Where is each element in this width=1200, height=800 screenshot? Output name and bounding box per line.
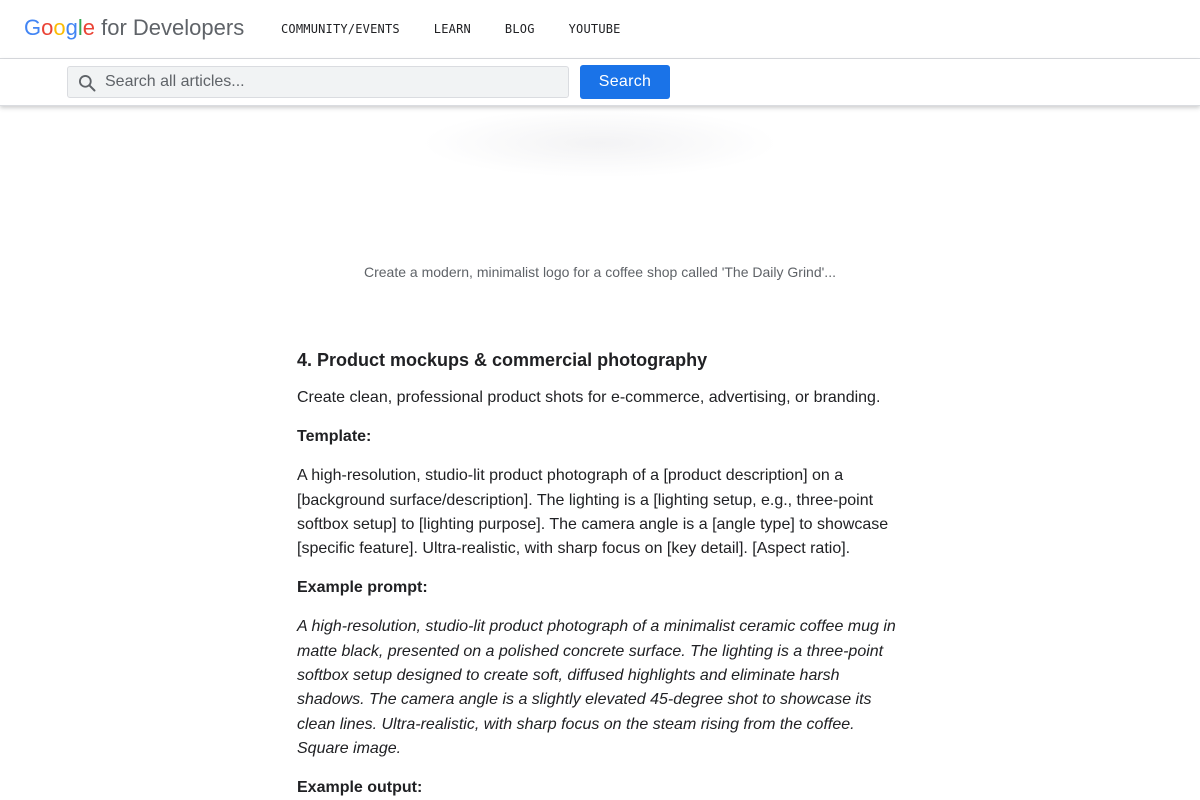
- nav-link-learn[interactable]: LEARN: [433, 22, 471, 36]
- logo-letter: l: [77, 15, 83, 40]
- logo-letter: g: [65, 15, 78, 40]
- google-for-developers-logo[interactable]: [24, 15, 244, 41]
- logo-letter: o: [53, 15, 66, 40]
- logo-letter: o: [41, 15, 54, 40]
- article-body: [297, 348, 907, 800]
- logo-text: for Developers: [95, 15, 245, 40]
- top-app-bar: [0, 0, 1200, 59]
- search-icon: [77, 73, 97, 93]
- article-image: [420, 108, 780, 178]
- example-output-label: Example output:: [297, 779, 423, 797]
- search-button[interactable]: Search: [580, 65, 670, 99]
- search-field-container: [67, 66, 569, 98]
- section-heading: 4. Product mockups & commercial photography: [297, 350, 708, 370]
- example-prompt-label: Example prompt:: [297, 579, 428, 597]
- nav-link-youtube[interactable]: YOUTUBE: [568, 22, 621, 36]
- example-prompt-text: A high-resolution, studio-lit product photograph of a minimalist ceramic coffee mug in matte black, presented on a polished concrete surface. The lighting is a three-point softbox setup designed to create soft, diffused highlights and eliminate harsh shadows. The camera angle is a slightly elevated 45-degree shot to showcase its clean lines. Ultra-realistic, with sharp focus on the steam rising from the coffee. Square image.: [297, 618, 896, 757]
- template-text: A high-resolution, studio-lit product photograph of a [product description] on a [background surface/description]. The lighting is a [lighting setup, e.g., three-point softbox setup] to [lighting purpose]. The camera angle is a [angle type] to showcase [specific feature]. Ultra-realistic, with sharp focus on [key detail]. [Aspect ratio].: [297, 467, 889, 558]
- search-input[interactable]: [105, 67, 560, 97]
- nav-link-blog[interactable]: BLOG: [504, 22, 535, 36]
- logo-letter: G: [24, 15, 42, 40]
- image-caption: Create a modern, minimalist logo for a coffee shop called 'The Daily Grind'...: [364, 264, 836, 280]
- template-label: Template:: [297, 428, 372, 446]
- main-nav: [281, 22, 655, 36]
- search-bar: [0, 59, 1200, 106]
- nav-link-community-events[interactable]: COMMUNITY/EVENTS: [281, 22, 400, 36]
- logo-letter: e: [82, 15, 96, 40]
- section-intro: Create clean, professional product shots for e-commerce, advertising, or branding.: [297, 389, 881, 406]
